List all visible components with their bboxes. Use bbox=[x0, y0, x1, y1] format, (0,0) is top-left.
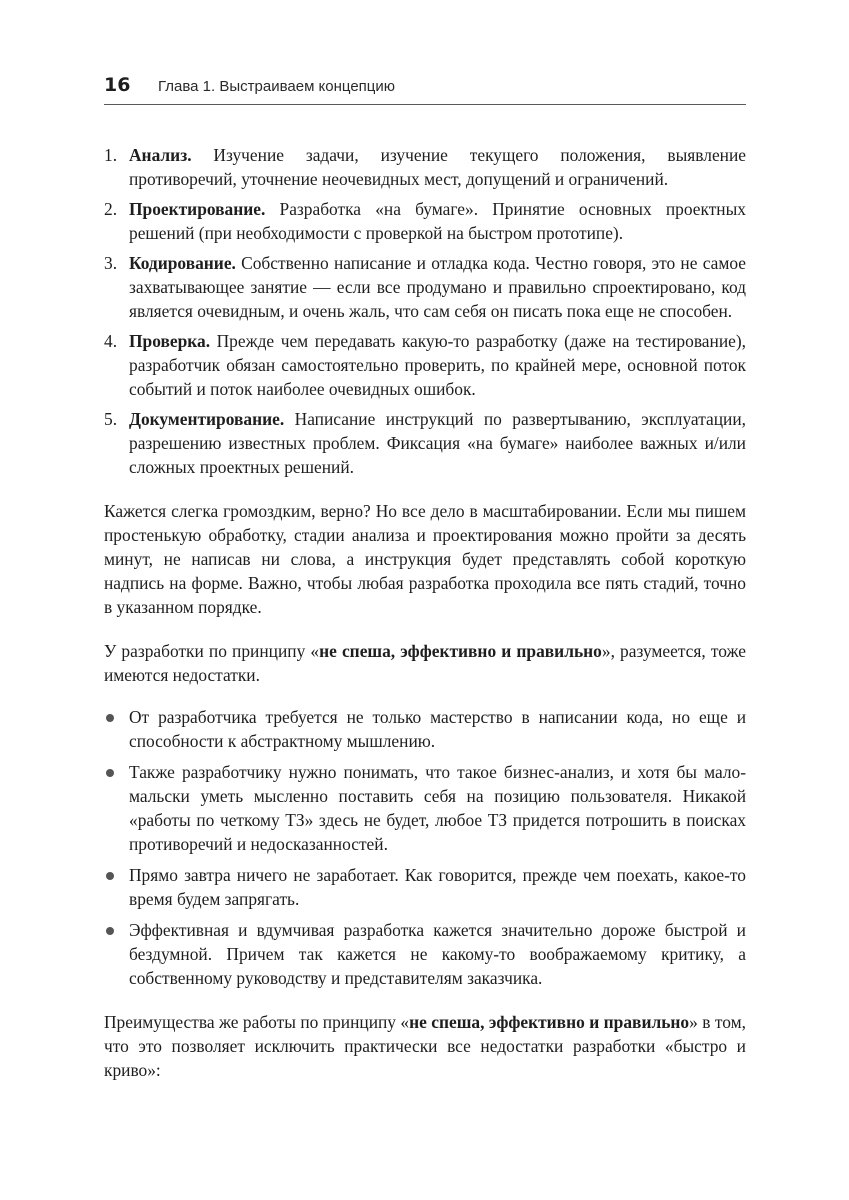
page-content bbox=[104, 143, 746, 1082]
stage-term: Анализ. bbox=[129, 145, 192, 165]
stage-number: 3. bbox=[104, 253, 118, 273]
drawback-item bbox=[104, 705, 746, 753]
stage-item bbox=[104, 197, 746, 245]
bullet-icon bbox=[106, 714, 114, 722]
stage-term: Проверка. bbox=[129, 331, 211, 351]
stage-text: Изучение задачи, изучение текущего положения, выявление противоречий, уточнение неочевидных мест, допущений и ограничений. bbox=[129, 145, 746, 189]
stages-list bbox=[104, 143, 746, 479]
book-page bbox=[104, 74, 746, 1082]
stage-text: Собственно написание и отладка кода. Честно говоря, это не самое захватывающее занятие — если все продумано и правильно спроектировано, код является очевидным, и очень жаль, что сам себя он писать пока еще не способен. bbox=[129, 253, 746, 321]
page-number: 16 bbox=[104, 74, 131, 96]
drawback-item bbox=[104, 918, 746, 990]
stage-term: Проектирование. bbox=[129, 199, 266, 219]
paragraph-drawbacks-intro bbox=[104, 639, 746, 687]
drawback-text: Также разработчику нужно понимать, что такое бизнес-анализ, и хотя бы мало-мальски уметь мысленно поставить себя на позицию пользователя. Никакой «работы по четкому ТЗ» здесь не будет, любое ТЗ придется потрошить в поисках противоречий и недосказанностей. bbox=[129, 762, 746, 854]
bullet-icon bbox=[106, 927, 114, 935]
bullet-icon bbox=[106, 769, 114, 777]
drawback-text: Эффективная и вдумчивая разработка кажется значительно дороже быстрой и бездумной. Причем так кажется не какому-то воображаемому критику, а собственному руководству и представителям заказчика. bbox=[129, 920, 746, 988]
paragraph-text: » в том, что это позволяет исключить практически все недостатки разработки «быстро и криво»: bbox=[104, 1012, 746, 1080]
bullet-icon bbox=[106, 872, 114, 880]
page-header bbox=[104, 74, 746, 105]
stage-number: 4. bbox=[104, 331, 118, 351]
paragraph-scaling: Кажется слегка громоздким, верно? Но все дело в масштабировании. Если мы пишем простенькую обработку, стадии анализа и проектирования можно пройти за десять минут, не написав ни слова, а инструкция будет представлять собой короткую надпись на форме. Важно, чтобы любая разработка проходила все пять стадий, точно в указанном порядке. bbox=[104, 501, 746, 617]
paragraph-text: У разработки по принципу « bbox=[104, 641, 320, 661]
stage-item bbox=[104, 251, 746, 323]
drawback-item bbox=[104, 863, 746, 911]
drawback-text: Прямо завтра ничего не заработает. Как говорится, прежде чем поехать, какое-то время будем запрягать. bbox=[129, 865, 746, 909]
stage-number: 1. bbox=[104, 145, 118, 165]
stage-text: Прежде чем передавать какую-то разработку (даже на тестирование), разработчик обязан самостоятельно проверить, по крайней мере, основной поток событий и поток наиболее очевидных ошибок. bbox=[129, 331, 746, 399]
drawback-text: От разработчика требуется не только мастерство в написании кода, но еще и способности к абстрактному мышлению. bbox=[129, 707, 746, 751]
stage-number: 2. bbox=[104, 199, 118, 219]
paragraph-text: », разумеется, тоже имеются недостатки. bbox=[104, 641, 746, 685]
chapter-title: Глава 1. Выстраиваем концепцию bbox=[158, 78, 396, 95]
stage-term: Документирование. bbox=[129, 409, 285, 429]
stage-text: Написание инструкций по развертыванию, эксплуатации, разрешению известных проблем. Фиксация «на бумаге» наиболее важных и/или сложных проектных решений. bbox=[129, 409, 746, 477]
principle-emphasis: не спеша, эффективно и правильно bbox=[409, 1012, 690, 1032]
stage-item bbox=[104, 143, 746, 191]
stage-item bbox=[104, 329, 746, 401]
paragraph-text: Преимущества же работы по принципу « bbox=[104, 1012, 410, 1032]
stage-number: 5. bbox=[104, 409, 118, 429]
paragraph-advantages bbox=[104, 1010, 746, 1082]
stage-term: Кодирование. bbox=[129, 253, 236, 273]
stage-text: Разработка «на бумаге». Принятие основных проектных решений (при необходимости с проверкой на быстром прототипе). bbox=[129, 199, 746, 243]
drawbacks-list bbox=[104, 705, 746, 990]
stage-item bbox=[104, 407, 746, 479]
principle-emphasis: не спеша, эффективно и правильно bbox=[319, 641, 602, 661]
drawback-item bbox=[104, 760, 746, 856]
